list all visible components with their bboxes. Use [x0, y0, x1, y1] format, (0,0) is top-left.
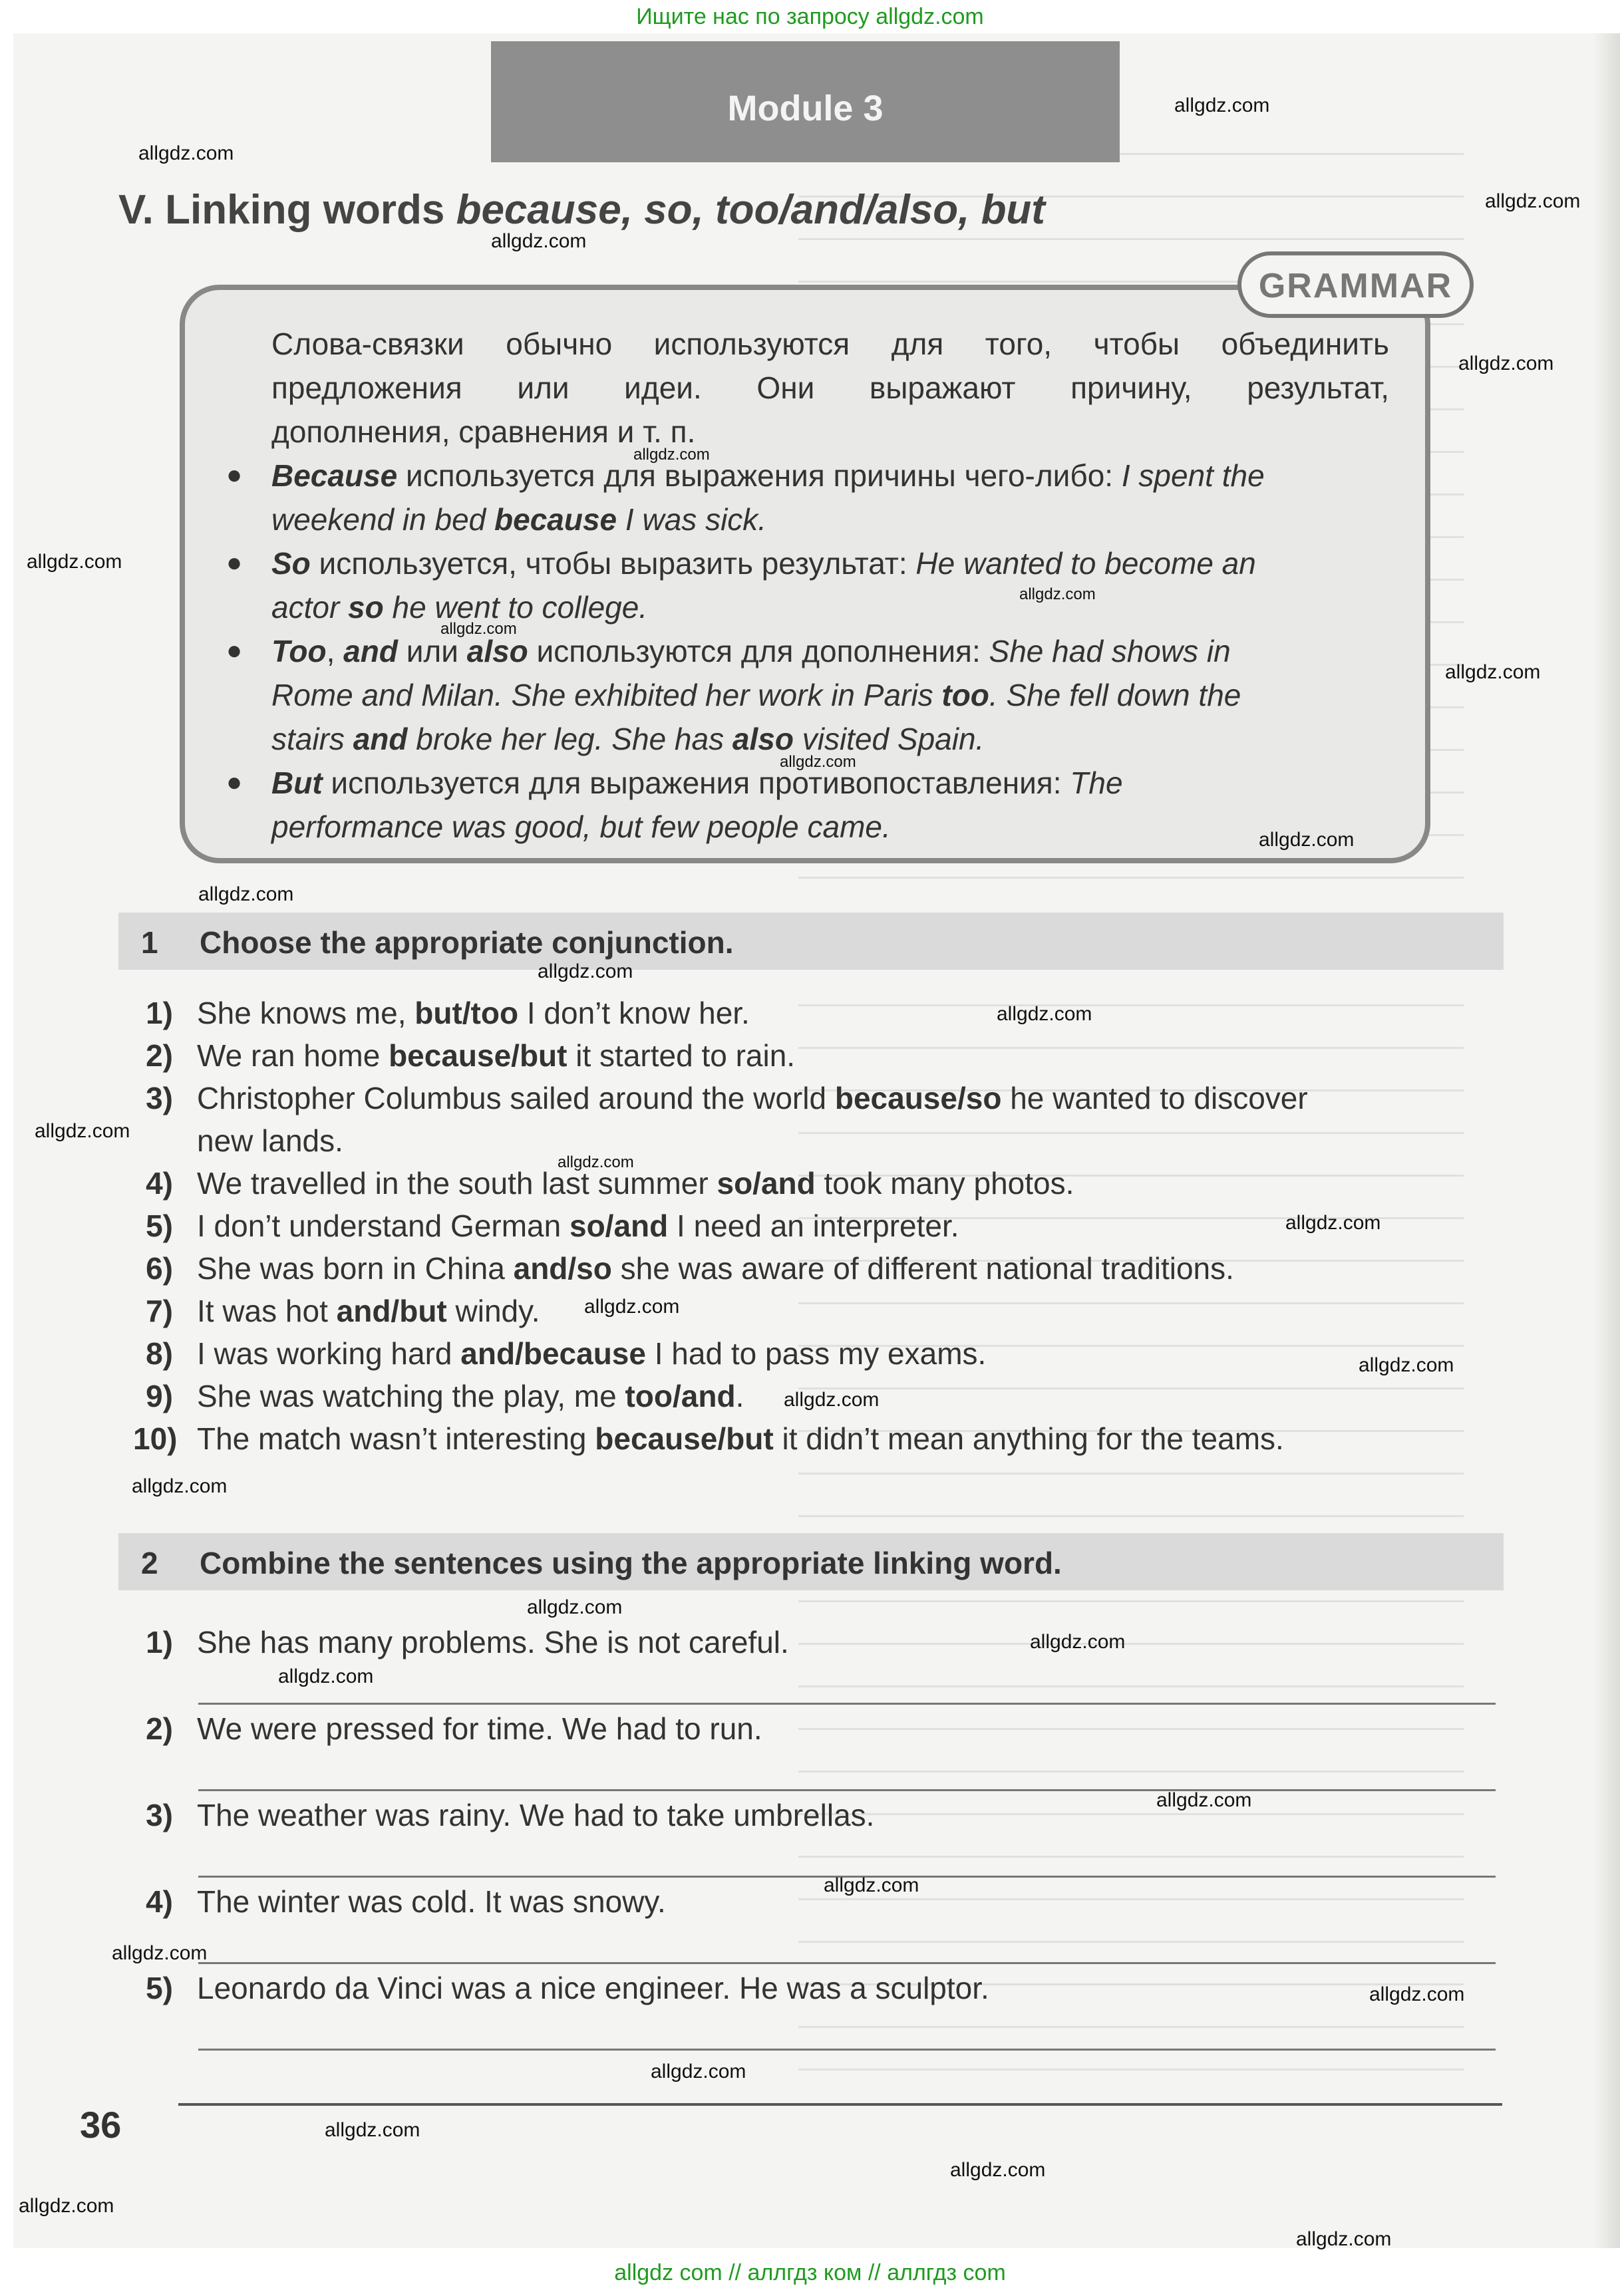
title-italic: because, so, too/and/also, but — [456, 187, 1045, 233]
conjunction-choice[interactable]: and/but — [336, 1294, 447, 1328]
exercise-1-item: She was watching the play, me too/and. — [197, 1379, 744, 1413]
watermark: allgdz.com — [784, 1389, 880, 1411]
exercise-1-item-number: 3) — [146, 1081, 173, 1115]
exercise-2-item-number: 1) — [146, 1625, 173, 1659]
exercise-1-item: Christopher Columbus sailed around the world because/so he wanted to discover — [197, 1081, 1308, 1115]
bullet-icon: ● — [226, 548, 243, 577]
watermark: allgdz.com — [1369, 1983, 1465, 2005]
watermark: allgdz.com — [132, 1475, 228, 1497]
watermark: allgdz.com — [1296, 2228, 1392, 2250]
watermark: allgdz.com — [950, 2159, 1046, 2181]
exercise-1-item: We travelled in the south last summer so/and took many photos. — [197, 1166, 1074, 1201]
answer-line[interactable] — [198, 2049, 1496, 2051]
watermark: allgdz.com — [527, 1596, 623, 1618]
watermark: allgdz.com — [1030, 1631, 1126, 1653]
exercise-2-number: 2 — [141, 1546, 158, 1580]
watermark: allgdz.com — [35, 1120, 130, 1142]
exercise-1-item-number: 9) — [146, 1379, 173, 1413]
grammar-intro-line-3: дополнения, сравнения и т. п. — [271, 414, 696, 449]
too-example-2: stairs and broke her leg. She has also visited Spain. — [271, 722, 985, 756]
conjunction-choice[interactable]: so/and — [717, 1166, 816, 1201]
watermark: allgdz.com — [325, 2119, 420, 2141]
answer-line[interactable] — [198, 1962, 1496, 1964]
watermark: allgdz.com — [1174, 94, 1270, 116]
conjunction-choice[interactable]: and/because — [460, 1336, 646, 1371]
exercise-1-item-continued: new lands. — [197, 1123, 343, 1158]
bottom-banner[interactable]: allgdz com // аллгдз ком // аллгдз com — [614, 2260, 1006, 2285]
watermark: allgdz.com — [19, 2195, 114, 2217]
watermark: allgdz.com — [1259, 829, 1355, 851]
too-rule: Too, and или also используются для дополнения: She had shows in — [271, 634, 1231, 668]
watermark: allgdz.com — [138, 142, 234, 164]
so-example: actor so he went to college. — [271, 590, 648, 625]
exercise-2-sentence: The weather was rainy. We had to take umbrellas. — [197, 1798, 875, 1832]
top-banner[interactable]: Ищите нас по запросу allgdz.com — [636, 4, 984, 29]
watermark: allgdz.com — [538, 960, 633, 982]
watermark: allgdz.com — [198, 883, 294, 905]
grammar-intro-line-2: предложения или идеи. Они выражают причину, результат, — [271, 370, 1389, 405]
exercise-1-item-number: 4) — [146, 1166, 173, 1201]
exercise-1-item: We ran home because/but it started to rain. — [197, 1038, 796, 1073]
exercise-2-item-number: 5) — [146, 1971, 173, 2005]
exercise-1-number: 1 — [141, 925, 158, 960]
exercise-1-item-number: 7) — [146, 1294, 173, 1328]
but-rule: But используется для выражения противопоставления: The — [271, 766, 1123, 800]
exercise-1-item: She was born in China and/so she was aware of different national traditions. — [197, 1251, 1234, 1286]
watermark: allgdz.com — [1156, 1789, 1252, 1811]
watermark: allgdz.com — [1359, 1354, 1454, 1376]
watermark: allgdz.com — [1485, 190, 1581, 212]
exercise-1-item: The match wasn’t interesting because/but it didn’t mean anything for the teams. — [197, 1421, 1284, 1456]
exercise-1-item-number: 1) — [146, 996, 173, 1030]
exercise-1-item: She knows me, but/too I don’t know her. — [197, 996, 750, 1030]
footer-rule — [178, 2103, 1502, 2106]
exercise-2-item-number: 3) — [146, 1798, 173, 1832]
exercise-1-item: I don’t understand German so/and I need an interpreter. — [197, 1209, 959, 1243]
because-rule: Because используется для выражения причины чего-либо: I spent the — [271, 458, 1265, 493]
exercise-1-item-number: 6) — [146, 1251, 173, 1286]
bullet-icon: ● — [226, 460, 243, 490]
answer-line[interactable] — [198, 1703, 1496, 1705]
exercise-1-item-number: 2) — [146, 1038, 173, 1073]
answer-line[interactable] — [198, 1789, 1496, 1791]
exercise-2-item-number: 4) — [146, 1884, 173, 1919]
too-example-1: Rome and Milan. She exhibited her work in Paris too. She fell down the — [271, 678, 1241, 712]
watermark: allgdz.com — [997, 1003, 1092, 1025]
conjunction-choice[interactable]: so/and — [569, 1209, 669, 1243]
exercise-1-title: Choose the appropriate conjunction. — [200, 925, 734, 960]
module-label: Module 3 — [727, 88, 884, 128]
conjunction-choice[interactable]: but/too — [414, 996, 519, 1030]
watermark: allgdz.com — [491, 230, 587, 252]
bullet-icon: ● — [226, 636, 243, 665]
bullet-icon: ● — [226, 768, 243, 797]
exercise-2-sentence: Leonardo da Vinci was a nice engineer. He was a sculptor. — [197, 1971, 989, 2005]
conjunction-choice[interactable]: because/but — [389, 1038, 567, 1073]
watermark: allgdz.com — [1458, 353, 1554, 374]
watermark: allgdz.com — [824, 1874, 919, 1896]
conjunction-choice[interactable]: because/but — [595, 1421, 774, 1456]
watermark: allgdz.com — [1019, 585, 1096, 603]
exercise-2-item-number: 2) — [146, 1711, 173, 1746]
grammar-badge: GRAMMAR — [1237, 251, 1474, 318]
watermark: allgdz.com — [27, 551, 122, 573]
watermark: allgdz.com — [633, 446, 710, 464]
watermark: allgdz.com — [278, 1665, 374, 1687]
watermark: allgdz.com — [651, 2061, 746, 2082]
grammar-intro-line-1: Слова-связки обычно используются для того, чтобы объединить — [271, 327, 1389, 361]
exercise-1-item: I was working hard and/because I had to pass my exams. — [197, 1336, 987, 1371]
page-title: V. Linking words because, so, too/and/also, but — [118, 187, 1045, 233]
but-example: performance was good, but few people came. — [271, 809, 891, 844]
conjunction-choice[interactable]: and/so — [513, 1251, 612, 1286]
page-number: 36 — [80, 2104, 122, 2146]
watermark: allgdz.com — [1445, 661, 1541, 683]
exercise-2-sentence: She has many problems. She is not careful. — [197, 1625, 789, 1659]
watermark: allgdz.com — [440, 620, 517, 638]
exercise-2-title: Combine the sentences using the appropriate linking word. — [200, 1546, 1062, 1580]
exercise-1-item-number: 10) — [133, 1421, 178, 1456]
page-edge-shadow — [1593, 33, 1620, 2248]
watermark: allgdz.com — [1285, 1212, 1381, 1234]
exercise-1-item: It was hot and/but windy. — [197, 1294, 540, 1328]
conjunction-choice[interactable]: too/and — [625, 1379, 736, 1413]
conjunction-choice[interactable]: because/so — [834, 1081, 1002, 1115]
exercise-1-item-number: 5) — [146, 1209, 173, 1243]
watermark: allgdz.com — [558, 1153, 634, 1171]
exercise-2-sentence: The winter was cold. It was snowy. — [197, 1884, 666, 1919]
module-header — [491, 41, 1120, 162]
watermark: allgdz.com — [780, 753, 856, 771]
watermark: allgdz.com — [112, 1942, 208, 1964]
exercise-1-item-number: 8) — [146, 1336, 173, 1371]
because-example: weekend in bed because I was sick. — [271, 502, 767, 537]
so-rule: So используется, чтобы выразить результат: He wanted to become an — [271, 546, 1256, 581]
exercise-2-sentence: We were pressed for time. We had to run. — [197, 1711, 762, 1746]
watermark: allgdz.com — [584, 1296, 680, 1318]
